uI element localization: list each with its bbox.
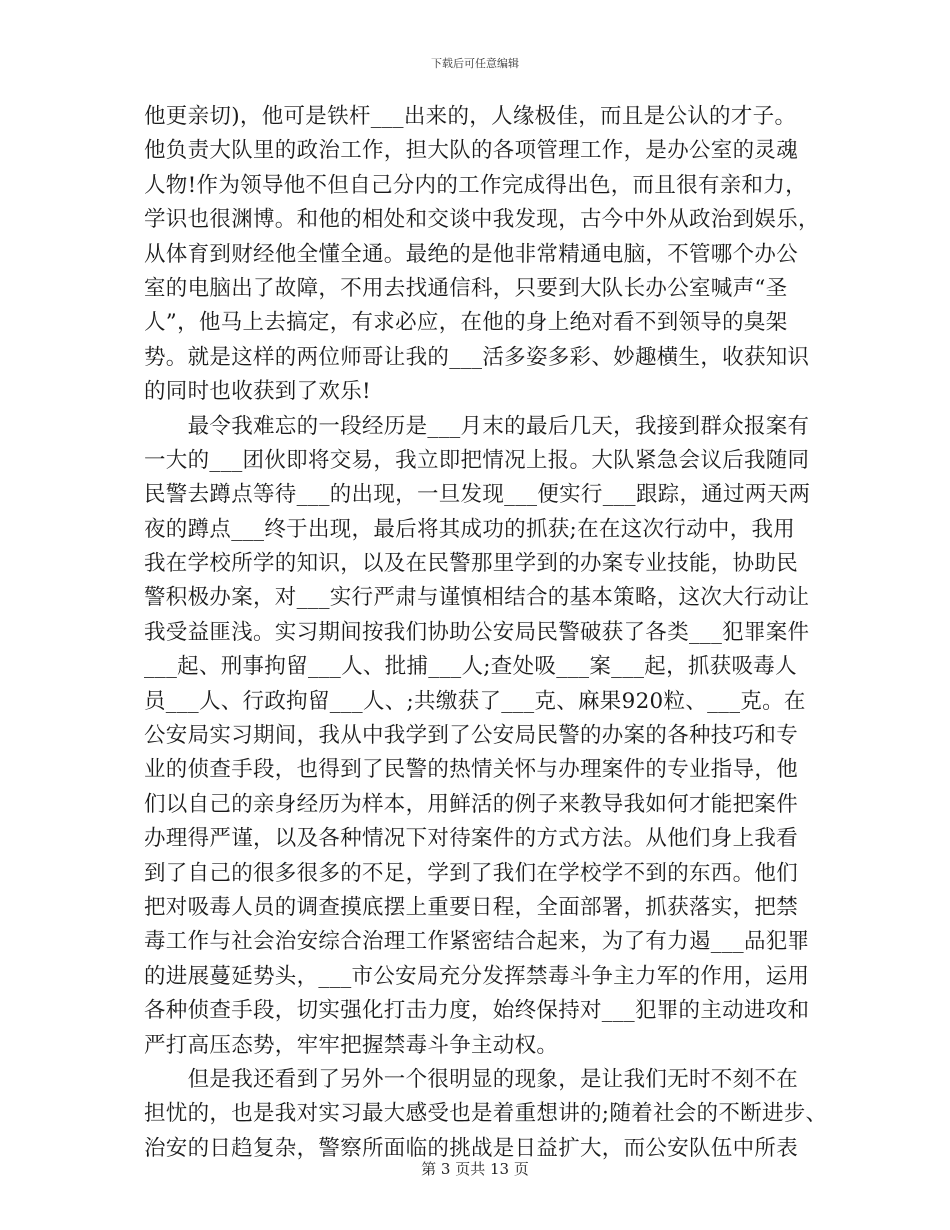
page-header-note: 下载后可任意编辑 — [431, 57, 519, 70]
text-line: 公安局实习期间，我从中我学到了公安局民警的办案的各种技巧和专 — [144, 723, 799, 749]
text-line: 从体育到财经他全懂全通。最绝的是他非常精通电脑，不管哪个办公 — [144, 241, 799, 267]
text-line: 的进展蔓延势头，___市公安局充分发挥禁毒斗争主力军的作用，运用 — [144, 963, 810, 989]
text-line: 人物!作为领导他不但自己分内的工作完成得出色，而且很有亲和力， — [144, 172, 807, 198]
text-line: 一大的___团伙即将交易，我立即把情况上报。大队紧急会议后我随同 — [144, 447, 810, 473]
text-line: 办理得严谨，以及各种情况下对待案件的方式方法。从他们身上我看 — [144, 826, 799, 852]
text-line: 人”，他马上去搞定，有求必应，在他的身上绝对看不到领导的臭架 — [144, 310, 788, 336]
text-line: 他负责大队里的政治工作，担大队的各项管理工作，是办公室的灵魂 — [144, 138, 799, 164]
text-line: 各种侦查手段，切实强化打击力度，始终保持对___犯罪的主动进攻和 — [144, 998, 810, 1024]
text-line: 毒工作与社会治安综合治理工作紧密结合起来，为了有力遏___品犯罪 — [144, 929, 810, 955]
text-line: 们以自己的亲身经历为样本，用鲜活的例子来教导我如何才能把案件 — [144, 791, 799, 817]
text-line: 员___人、行政拘留___人、;共缴获了___克、麻果920粒、___克。在 — [144, 688, 806, 714]
text-line: 把对吸毒人员的调查摸底摆上重要日程，全面部署，抓获落实，把禁 — [144, 894, 799, 920]
text-line: 业的侦查手段，也得到了民警的热情关怀与办理案件的专业指导，他 — [144, 757, 799, 783]
text-line: 学识也很渊博。和他的相处和交谈中我发现，古今中外从政治到娱乐， — [144, 207, 820, 233]
text-line: 最令我难忘的一段经历是___月末的最后几天，我接到群众报案有 — [144, 413, 810, 439]
text-line: ___起、刑事拘留___人、批捕___人;查处吸___案___起，抓获吸毒人 — [144, 654, 797, 680]
document-body — [144, 100, 828, 1166]
text-line: 担忧的，也是我对实习最大感受也是着重想讲的;随着社会的不断进步、 — [144, 1101, 828, 1127]
page-number-footer: 第 3 页共 13 页 — [421, 1160, 529, 1178]
text-line: 治安的日趋复杂，警察所面临的挑战是日益扩大，而公安队伍中所表 — [144, 1135, 799, 1161]
text-line: 我受益匪浅。实习期间按我们协助公安局民警破获了各类___犯罪案件 — [144, 619, 810, 645]
text-line: 但是我还看到了另外一个很明显的现象，是让我们无时不刻不在 — [144, 1066, 799, 1092]
text-line: 的同时也收获到了欢乐! — [144, 379, 371, 405]
text-line: 我在学校所学的知识，以及在民警那里学到的办案专业技能，协助民 — [144, 551, 799, 577]
text-line: 到了自己的很多很多的不足，学到了我们在学校学不到的东西。他们 — [144, 860, 799, 886]
text-line: 夜的蹲点___终于出现，最后将其成功的抓获;在在这次行动中，我用 — [144, 516, 796, 542]
text-line: 他更亲切)，他可是铁杆___出来的，人缘极佳，而且是公认的才子。 — [144, 104, 797, 129]
text-line: 室的电脑出了故障，不用去找通信科，只要到大队长办公室喊声“圣 — [144, 275, 788, 301]
text-line: 警积极办案，对___实行严肃与谨慎相结合的基本策略，这次大行动让 — [144, 585, 810, 611]
text-line: 严打高压态势，牢牢把握禁毒斗争主动权。 — [144, 1032, 559, 1058]
text-line: 民警去蹲点等待___的出现，一旦发现___便实行___跟踪，通过两天两 — [144, 482, 811, 508]
text-line: 势。就是这样的两位师哥让我的___活多姿多彩、妙趣横生，收获知识 — [144, 344, 810, 370]
